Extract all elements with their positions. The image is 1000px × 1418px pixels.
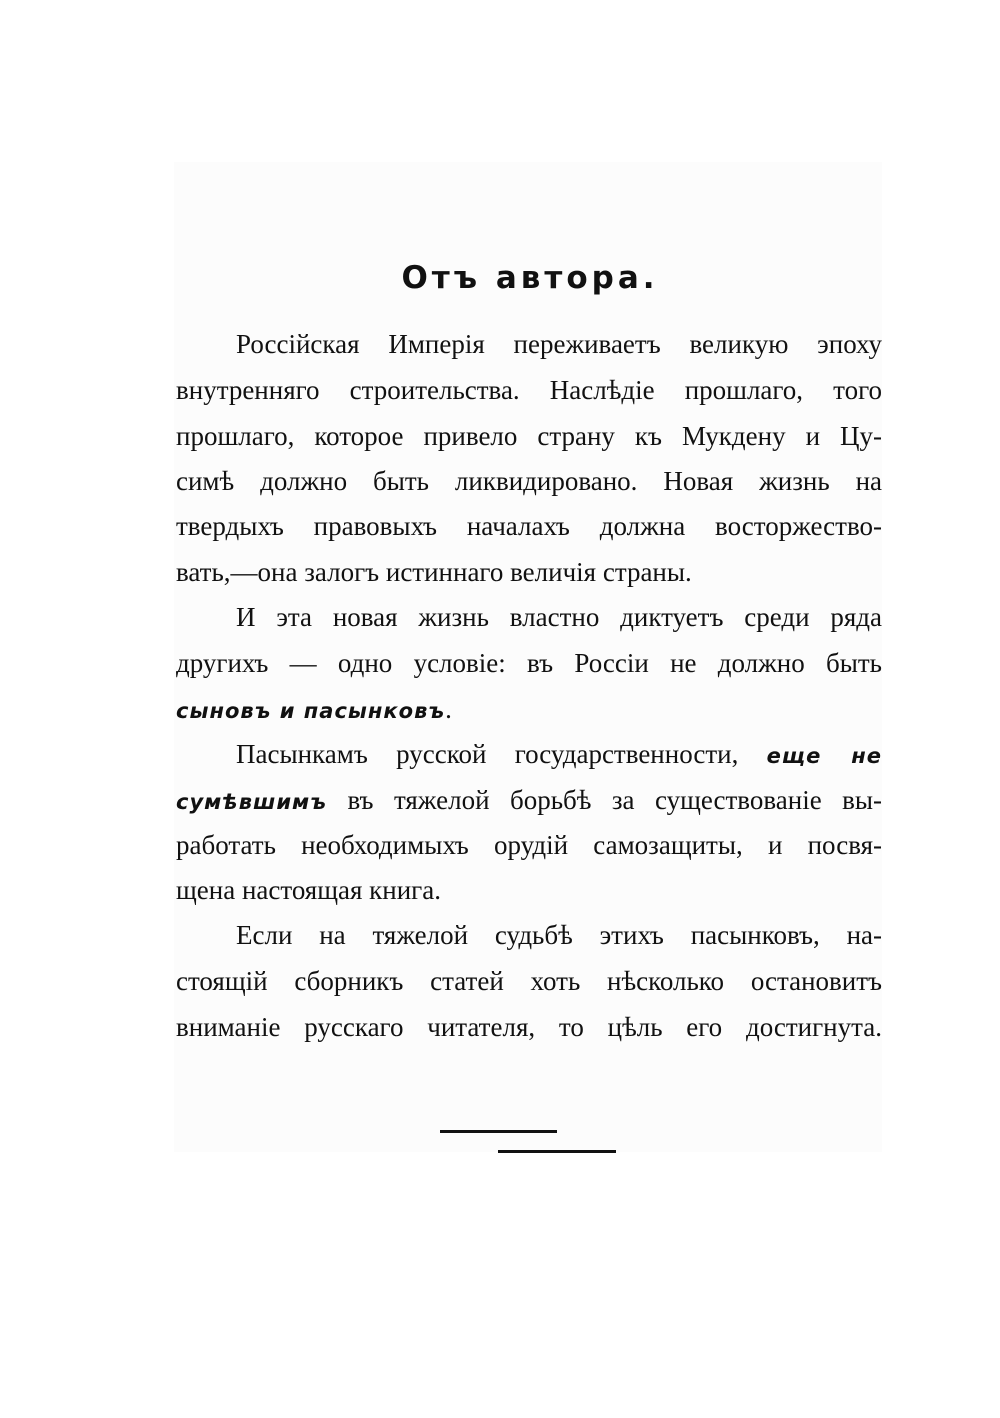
text-line: внутренняго строительства. Наслѣдіе прошлаго, того xyxy=(176,375,882,405)
text-line: вниманіе русскаго читателя, то цѣль его достигнута. xyxy=(176,1012,882,1042)
text-line: стоящій сборникъ статей хоть нѣсколько остановитъ xyxy=(176,966,882,996)
emphasis-text: еще не xyxy=(766,744,882,768)
text-line: симѣ должно быть ликвидировано. Новая жизнь на xyxy=(176,466,882,496)
page-title: Отъ автора. xyxy=(401,260,659,296)
decorative-rule xyxy=(498,1150,616,1153)
emphasis-text: сыновъ и пасынковъ xyxy=(176,699,446,723)
decorative-rule xyxy=(440,1130,557,1133)
emphasis-text: сумѣвшимъ xyxy=(176,790,328,814)
text-line: другихъ — одно условіе: въ Россіи не должно быть xyxy=(176,648,882,678)
text-line: Россійская Имперія переживаетъ великую эпоху xyxy=(236,329,882,359)
text-line xyxy=(176,691,882,729)
text-line: твердыхъ правовыхъ началахъ должна восторжество- xyxy=(176,511,882,541)
text-line: Если на тяжелой судьбѣ этихъ пасынковъ, на- xyxy=(236,920,882,950)
text-line xyxy=(236,736,882,774)
text-line: работать необходимыхъ орудій самозащиты, и посвя- xyxy=(176,830,882,860)
text-line: прошлаго, которое привело страну къ Мукдену и Цу- xyxy=(176,421,882,451)
text-fragment: въ тяжелой борьбѣ за существованіе вы- xyxy=(347,785,882,815)
text-fragment: Пасынкамъ русской государственности, xyxy=(236,739,739,769)
text-line: И эта новая жизнь властно диктуетъ среди ряда xyxy=(236,602,882,632)
text-line: щена настоящая книга. xyxy=(176,875,441,905)
text-line xyxy=(176,782,882,820)
text-fragment: . xyxy=(445,694,452,724)
text-line: вать,—она залогъ истиннаго величія страны. xyxy=(176,557,692,587)
